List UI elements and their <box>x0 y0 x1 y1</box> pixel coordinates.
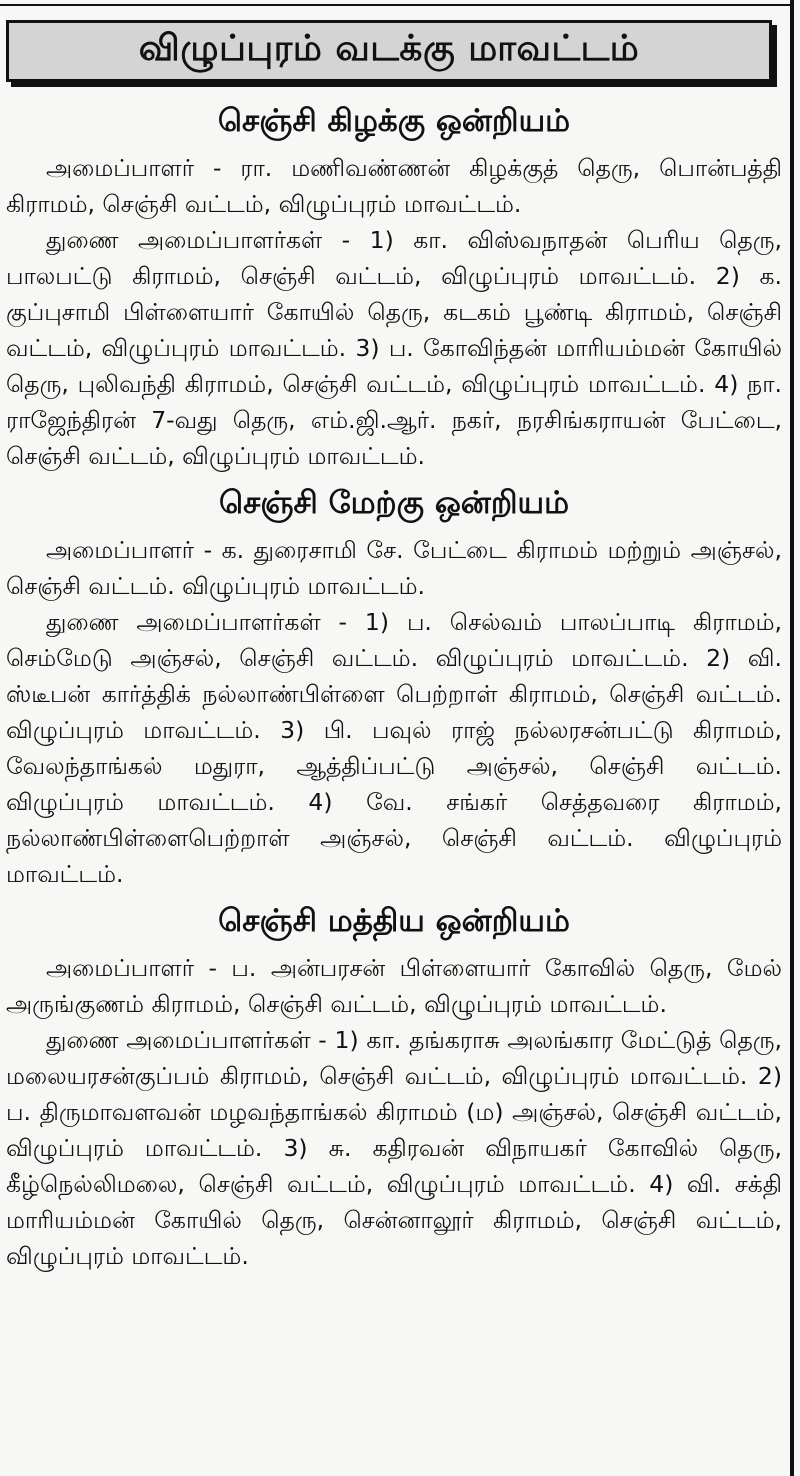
organizer-paragraph: அமைப்பாளர் - ப. அன்பரசன் பிள்ளையார் கோவில் தெரு, மேல் அருங்குணம் கிராமம், செஞ்சி வட்டம், விழுப்புரம் மாவட்டம். <box>6 954 782 1018</box>
top-rule <box>0 4 790 6</box>
section-central <box>6 892 782 1274</box>
district-title: விழுப்புரம் வடக்கு மாவட்டம் <box>138 28 640 69</box>
organizer-paragraph: அமைப்பாளர் - க. துரைசாமி சே. பேட்டை கிராமம் மற்றும் அஞ்சல், செஞ்சி வட்டம். விழுப்புரம் மாவட்டம். <box>6 536 782 600</box>
column-rule <box>790 0 794 1476</box>
deputy-organizers-paragraph: துணை அமைப்பாளர்கள் - 1) கா. தங்கராசு அலங்கார மேட்டுத் தெரு, மலையரசன்குப்பம் கிராமம், செஞ்சி வட்டம், விழுப்புரம் மாவட்டம். 2) ப. திருமாவளவன் மழவந்தாங்கல் கிராமம் (ம) அஞ்சல், செஞ்சி வட்டம், விழுப்புரம் மாவட்டம். 3) சு. கதிரவன் விநாயகர் கோவில் தெரு, கீழ்நெல்லிமலை, செஞ்சி வட்டம், விழுப்புரம் மாவட்டம். 4) வி. சக்தி மாரியம்மன் கோயில் தெரு, சென்னாலூர் கிராமம், செஞ்சி வட்டம், விழுப்புரம் மாவட்டம். <box>6 1026 782 1270</box>
article-body <box>6 92 782 1274</box>
district-header <box>6 20 772 82</box>
section-title: செஞ்சி மேற்கு ஒன்றியம் <box>218 485 570 521</box>
section-east <box>6 92 782 474</box>
section-west <box>6 474 782 892</box>
section-title: செஞ்சி கிழக்கு ஒன்றியம் <box>217 103 571 139</box>
section-title: செஞ்சி மத்திய ஒன்றியம் <box>218 903 570 939</box>
deputy-organizers-paragraph: துணை அமைப்பாளர்கள் - 1) கா. விஸ்வநாதன் பெரிய தெரு, பாலபட்டு கிராமம், செஞ்சி வட்டம், விழுப்புரம் மாவட்டம். 2) க. குப்புசாமி பிள்ளையார் கோயில் தெரு, கடகம் பூண்டி கிராமம், செஞ்சி வட்டம், விழுப்புரம் மாவட்டம். 3) ப. கோவிந்தன் மாரியம்மன் கோயில் தெரு, புலிவந்தி கிராமம், செஞ்சி வட்டம், விழுப்புரம் மாவட்டம். 4) நா. ராஜேந்திரன் 7-வது தெரு, எம்.ஜி.ஆர். நகர், நரசிங்கராயன் பேட்டை, செஞ்சி வட்டம், விழுப்புரம் மாவட்டம். <box>6 226 782 470</box>
deputy-organizers-paragraph: துணை அமைப்பாளர்கள் - 1) ப. செல்வம் பாலப்பாடி கிராமம், செம்மேடு அஞ்சல், செஞ்சி வட்டம். விழுப்புரம் மாவட்டம். 2) வி. ஸ்டீபன் கார்த்திக் நல்லாண்பிள்ளை பெற்றாள் கிராமம், செஞ்சி வட்டம். விழுப்புரம் மாவட்டம். 3) பி. பவுல் ராஜ் நல்லரசன்பட்டு கிராமம், வேலந்தாங்கல் மதுரா, ஆத்திப்பட்டு அஞ்சல், செஞ்சி வட்டம். விழுப்புரம் மாவட்டம். 4) வே. சங்கர் செத்தவரை கிராமம், நல்லாண்பிள்ளைபெற்றாள் அஞ்சல், செஞ்சி வட்டம். விழுப்புரம் மாவட்டம். <box>6 608 782 888</box>
organizer-paragraph: அமைப்பாளர் - ரா. மணிவண்ணன் கிழக்குத் தெரு, பொன்பத்தி கிராமம், செஞ்சி வட்டம், விழுப்புரம் மாவட்டம். <box>6 154 782 218</box>
